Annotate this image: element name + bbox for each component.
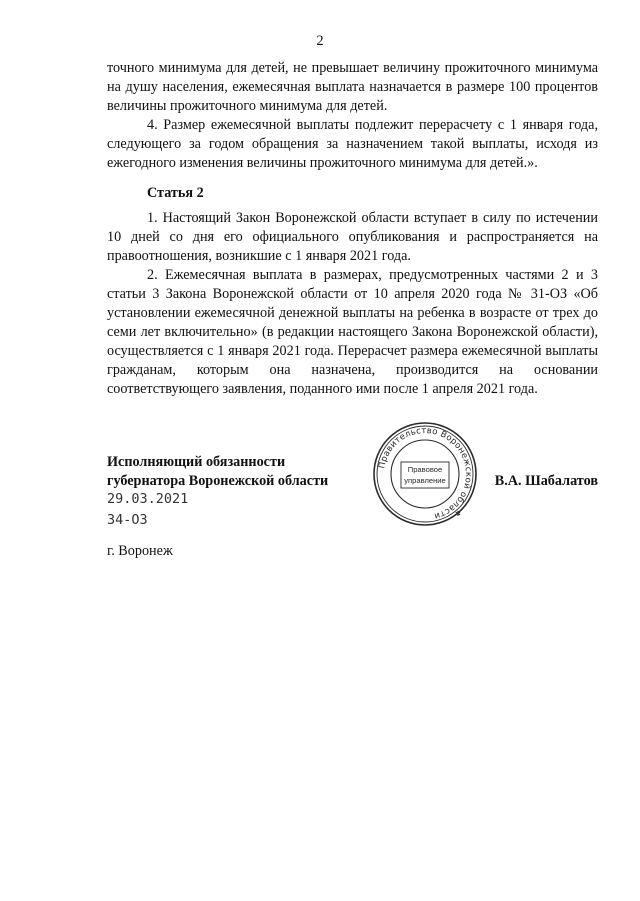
paragraph-article2-item-2: 2. Ежемесячная выплата в размерах, предусмотренных частями 2 и 3 статьи 3 Закона Воронежской области от 10 апреля 2020 года № 31-ОЗ «Об установлении ежемесячной денежной выплаты на ребенка в возрасте от трех до семи лет включительно» (в редакции настоящего Закона Воронежской области), осуществляется с 1 января 2021 года. Перерасчет размера ежемесячной выплаты гражданам, которым она назначена, производится на основании соответствующего заявления, поданного ими после 1 апреля 2021 года.	[107, 267, 598, 397]
seal-stamp-icon	[371, 420, 479, 528]
paragraph-item-4: 4. Размер ежемесячной выплаты подлежит перерасчету с 1 января года, следующего за годом обращения за назначением такой выплаты, исходя из ежегодного изменения величины прожиточного минимума для детей.».	[107, 117, 598, 171]
signing-date: 29.03.2021	[107, 491, 189, 507]
seal-inner-line-2: управление	[404, 476, 446, 485]
paragraph-article2-item-1: 1. Настоящий Закон Воронежской области вступает в силу по истечении 10 дней со дня его официального опубликования и распространяется на правоотношения, возникшие с 1 января 2021 года.	[107, 210, 598, 264]
signer-title-line-2: губернатора Воронежской области	[107, 473, 329, 489]
signer-title	[107, 453, 328, 491]
seal-inner-line-1: Правовое	[407, 465, 443, 474]
official-seal	[371, 420, 479, 528]
signer-title-line-1: Исполняющий обязанности	[107, 454, 286, 470]
seal-outer-text: Правительство Воронежской области	[377, 425, 474, 521]
signer-name: В.А. Шабалатов	[494, 473, 598, 489]
law-number: 34-ОЗ	[107, 512, 148, 528]
article-heading: Статья 2	[147, 185, 204, 201]
svg-text:✱: ✱	[455, 510, 461, 518]
document-body	[107, 59, 598, 399]
paragraph-continuation: точного минимума для детей, не превышает величину прожиточного минимума на душу населения, ежемесячная выплата назначается в размере 100 процентов величины прожиточного минимума для детей.	[107, 60, 598, 114]
city: г. Воронеж	[107, 543, 173, 559]
page-number: 2	[316, 33, 324, 49]
